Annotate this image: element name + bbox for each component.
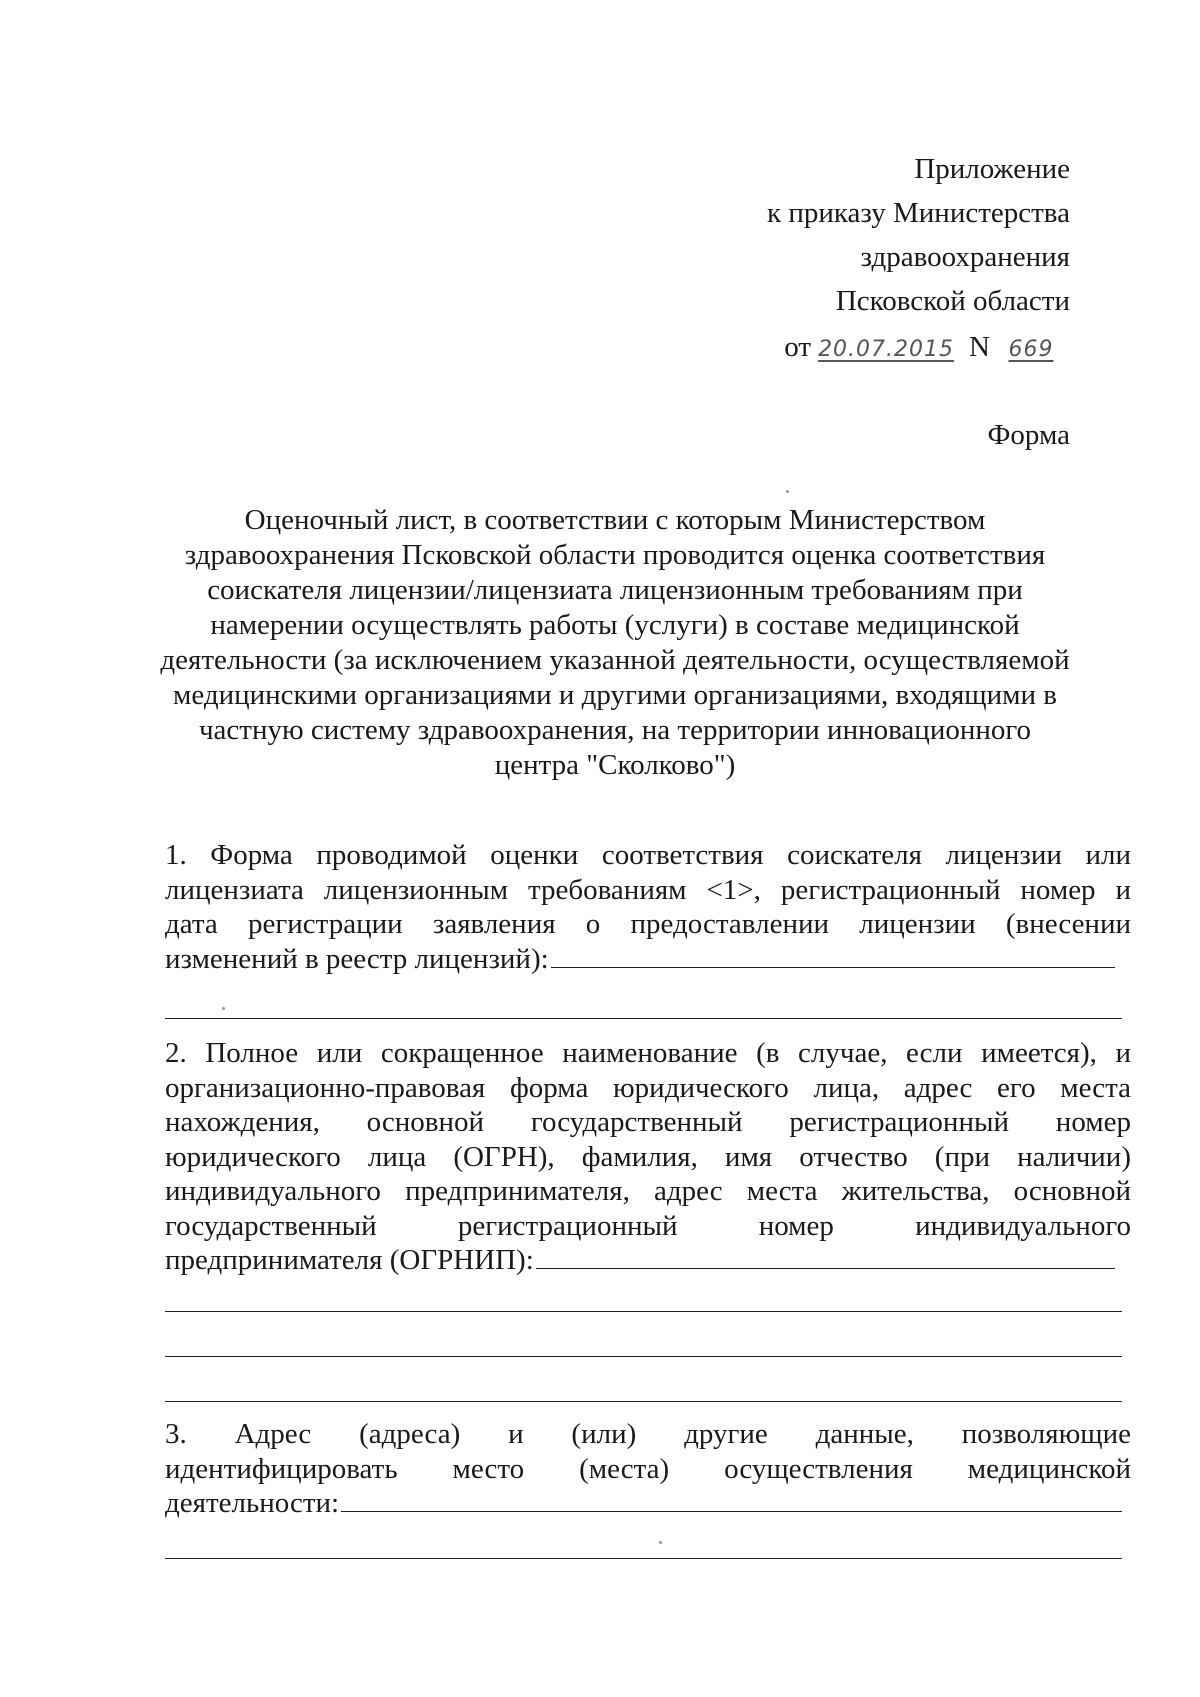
section-1-blank-line[interactable] [165, 1018, 1122, 1019]
section-1-last-line: изменений в реестр лицензий): [165, 942, 549, 975]
section-1-line: дата регистрации заявления о предоставлении лицензии (внесении [165, 908, 1131, 940]
title-line: соискателя лицензии/лицензиата лицензионным требованиям при [207, 574, 1023, 606]
document-title [150, 503, 1080, 783]
section-2-line: государственный регистрационный номер индивидуального [165, 1209, 1131, 1242]
section-2-fill-field[interactable] [536, 1246, 1115, 1269]
section-2-last-line: предпринимателя (ОГРНИП): [165, 1244, 534, 1276]
scan-speck [222, 1007, 225, 1010]
handwritten-number: 669 [1008, 337, 1054, 362]
section-3 [165, 1417, 1131, 1521]
title-line: медицинскими организациями и другими организациями, входящими в [173, 679, 1057, 711]
section-3-fill-field[interactable] [341, 1489, 1122, 1512]
title-line: намерении осуществлять работы (услуги) в составе медицинской [210, 609, 1020, 641]
section-1-fill-row [165, 942, 1115, 977]
section-3-last-line: деятельности: [165, 1487, 340, 1519]
section-2-blank-line[interactable] [165, 1356, 1122, 1357]
order-reference: к приказу Министерства [767, 197, 1070, 229]
section-2-line: индивидуального предпринимателя, адрес места жительства, основной [165, 1175, 1131, 1207]
ministry-name: здравоохранения [860, 241, 1070, 273]
section-3-blank-line[interactable] [165, 1558, 1122, 1559]
section-2 [165, 1036, 1131, 1278]
title-line: центра "Сколково") [494, 749, 736, 781]
section-2-line: юридического лица (ОГРН), фамилия, имя отчество (при наличии) [165, 1140, 1131, 1173]
handwritten-date: 20.07.2015 [818, 337, 955, 362]
form-label: Форма [987, 419, 1070, 451]
order-date-number [784, 330, 1072, 367]
title-line: частную систему здравоохранения, на территории инновационного [198, 714, 1032, 746]
appendix-label: Приложение [914, 153, 1070, 185]
section-3-line: 3. Адрес (адреса) и (или) другие данные, позволяющие [165, 1418, 1131, 1450]
title-line: Оценочный лист, в соответствии с которым Министерством [244, 504, 986, 536]
title-line: деятельности (за исключением указанной деятельности, осуществляемой [160, 644, 1070, 676]
section-2-line: 2. Полное или сокращенное наименование (в случае, если имеется), и [165, 1037, 1131, 1069]
scan-speck [659, 1541, 662, 1544]
region-name: Псковской области [835, 285, 1070, 317]
section-2-blank-line[interactable] [165, 1401, 1122, 1402]
section-1 [165, 838, 1131, 976]
section-3-fill-row [165, 1486, 1122, 1521]
section-2-line: нахождения, основной государственный регистрационный номер [165, 1106, 1131, 1138]
section-2-fill-row [165, 1243, 1115, 1278]
number-prefix: N [969, 331, 990, 363]
section-2-line: организационно-правовая форма юридического лица, адрес его места [165, 1071, 1131, 1104]
title-line: здравоохранения Псковской области проводится оценка соответствия [184, 539, 1046, 571]
scan-speck [786, 490, 789, 493]
section-1-fill-field[interactable] [551, 945, 1115, 968]
section-3-line: идентифицировать место (места) осуществления медицинской [165, 1452, 1131, 1485]
section-1-line: лицензиата лицензионным требованиям <1>, регистрационный номер и [165, 873, 1131, 906]
date-prefix: от [784, 331, 812, 363]
section-1-line: 1. Форма проводимой оценки соответствия соискателя лицензии или [165, 839, 1131, 871]
section-2-blank-line[interactable] [165, 1311, 1122, 1312]
